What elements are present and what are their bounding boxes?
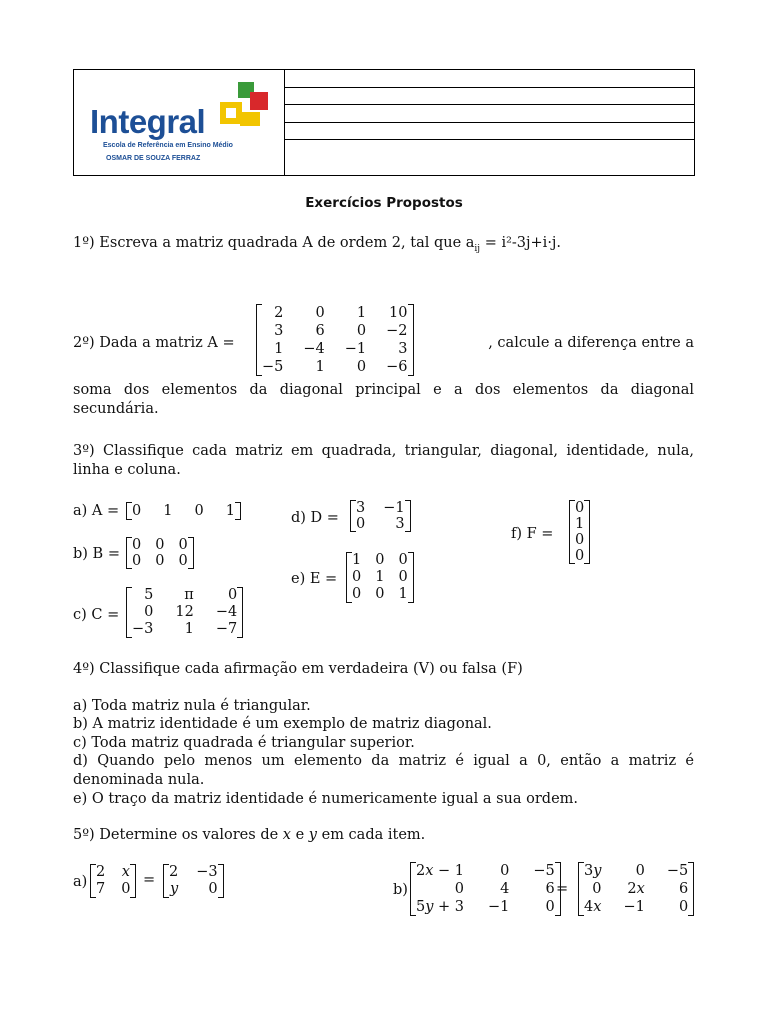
matrix-cell: 5: [144, 587, 154, 603]
matrix-cell: 6: [315, 323, 325, 339]
header-table: [73, 69, 695, 176]
matrix-cell: π: [184, 587, 194, 603]
matrix-cell: 0: [315, 305, 325, 321]
matrix-cell: −4: [215, 604, 238, 620]
matrix-cell: 0: [178, 537, 188, 553]
matrix-cell: 0: [155, 553, 165, 569]
q4-item: c) Toda matriz quadrada é triangular superior.: [73, 735, 415, 751]
header-line: [284, 104, 694, 105]
matrix-cell: −5: [262, 359, 284, 375]
q3-d-label: d) D =: [291, 510, 339, 526]
matrix-cell: 4: [500, 881, 510, 897]
matrix-cell: 0: [132, 553, 142, 569]
matrix-cell: 1: [398, 586, 408, 602]
matrix-cell: −3: [132, 621, 154, 637]
matrix-cell: −2: [386, 323, 408, 339]
matrix-cell: 10: [389, 305, 408, 321]
matrix-cell: 0: [454, 881, 465, 897]
school-name: OSMAR DE SOUZA FERRAZ: [106, 155, 201, 162]
matrix-b: [126, 537, 194, 569]
matrix-cell: 1: [356, 305, 367, 321]
matrix-cell: 0: [356, 516, 366, 532]
matrix-cell: 0: [227, 587, 238, 603]
q3-b-label: b) B =: [73, 546, 120, 562]
q5-b-right-matrix: [578, 862, 694, 916]
matrix-cell: −3: [196, 864, 218, 880]
matrix-cell: 0: [155, 537, 165, 553]
matrix-cell: 0: [592, 881, 602, 897]
matrix-cell: 1: [274, 341, 284, 357]
matrix-cell: 1: [352, 552, 362, 568]
matrix-e: [346, 552, 414, 603]
matrix-cell: 0: [194, 503, 204, 519]
q4-item: d) Quando pelo menos um elemento da matriz é igual a 0, então a matriz é denominada nula.: [73, 753, 694, 788]
matrix-c: [126, 587, 243, 638]
matrix-cell: 1: [225, 503, 235, 519]
q5-a-left-matrix: [90, 864, 136, 898]
matrix-cell: y: [170, 881, 179, 897]
matrix-cell: 1: [163, 503, 173, 519]
matrix-cell: 3: [356, 500, 366, 516]
matrix-cell: 3: [274, 323, 284, 339]
matrix-cell: 0: [121, 881, 131, 897]
q3-a-label: a) A =: [73, 503, 120, 519]
matrix-cell: −1: [488, 899, 510, 915]
header-line: [284, 122, 694, 123]
matrix-cell: 0: [352, 586, 362, 602]
matrix-cell: 0: [144, 604, 154, 620]
matrix-cell: 0: [356, 323, 367, 339]
question-1: [73, 234, 561, 259]
matrix-cell: 0: [678, 899, 689, 915]
matrix-cell: 0: [635, 863, 645, 879]
q1-text: 1º) Escreva a matriz quadrada A de ordem 2, tal que a: [73, 235, 475, 251]
question-5: [73, 826, 425, 845]
matrix-cell: 0: [132, 537, 142, 553]
matrix-cell: 0: [500, 863, 510, 879]
matrix-cell: 3: [398, 341, 408, 357]
matrix-cell: 4x: [584, 899, 602, 915]
matrix-cell: 5y + 3: [416, 899, 465, 915]
q4-item: b) A matriz identidade é um exemplo de matriz diagonal.: [73, 716, 492, 732]
matrix-f: [569, 500, 590, 564]
q2-tail: , calcule a diferença entre a: [488, 335, 694, 351]
q5-a-label: a): [73, 874, 88, 890]
matrix-cell: 0: [356, 359, 367, 375]
matrix-cell: −5: [666, 863, 689, 879]
matrix-cell: −4: [303, 341, 325, 357]
matrix-cell: 0: [575, 532, 585, 548]
equals-sign: =: [556, 881, 569, 897]
q2-lead: 2º) Dada a matriz A =: [73, 335, 235, 351]
q5-text: 5º) Determine os valores de x e y em cada item.: [73, 827, 426, 843]
header-line: [284, 87, 694, 88]
matrix-cell: 6: [545, 881, 555, 897]
matrix-cell: 6: [678, 881, 689, 897]
q5-b-label: b): [393, 882, 408, 898]
q2-continuation: soma dos elementos da diagonal principal e a dos elementos da diagonal secundária.: [73, 382, 694, 417]
matrix-cell: 1: [184, 621, 194, 637]
q3-f-label: f) F =: [511, 526, 554, 542]
matrix-cell: 12: [175, 604, 194, 620]
matrix-cell: 2x: [627, 881, 645, 897]
integral-logo-icon: [214, 80, 274, 140]
matrix-cell: 0: [545, 899, 555, 915]
matrix-cell: 0: [178, 553, 188, 569]
question-3: 3º) Classifique cada matriz em quadrada, triangular, diagonal, identidade, nula, linha e coluna.: [73, 443, 694, 478]
matrix-cell: 2: [169, 864, 179, 880]
matrix-cell: 0: [398, 552, 408, 568]
q3-c-label: c) C =: [73, 607, 120, 623]
matrix-cell: 1: [575, 516, 585, 532]
matrix-cell: −1: [344, 341, 367, 357]
matrix-d: [350, 500, 411, 532]
matrix-cell: 0: [375, 586, 385, 602]
matrix-cell: 0: [132, 503, 142, 519]
page-title: Exercícios Propostos: [305, 195, 463, 211]
q4-item: e) O traço da matriz identidade é numericamente igual a sua ordem.: [73, 791, 579, 807]
header-line: [284, 139, 694, 140]
matrix-cell: 0: [352, 569, 362, 585]
matrix-cell: 0: [398, 569, 408, 585]
matrix-cell: −1: [623, 899, 645, 915]
q3-e-label: e) E =: [291, 571, 338, 587]
logo-word: Integral: [90, 103, 206, 140]
q5-a-right-matrix: [163, 864, 224, 898]
matrix-cell: 3: [395, 516, 405, 532]
matrix-cell: −6: [386, 359, 408, 375]
matrix-a: [126, 502, 241, 520]
matrix-cell: 0: [375, 552, 385, 568]
matrix-cell: 3y: [584, 863, 602, 879]
q2-matrix: [256, 304, 414, 376]
matrix-cell: 2: [274, 305, 284, 321]
matrix-cell: 1: [375, 569, 385, 585]
q1-subscript: ij: [474, 243, 481, 254]
logo-cell: [74, 70, 285, 175]
matrix-cell: x: [121, 864, 130, 880]
matrix-cell: −1: [383, 500, 405, 516]
matrix-cell: 2: [96, 864, 106, 880]
q4-item: a) Toda matriz nula é triangular.: [73, 698, 311, 714]
logo-subtitle: Escola de Referência em Ensino Médio: [103, 142, 233, 149]
matrix-cell: 0: [208, 881, 218, 897]
q5-b-left-matrix: [410, 862, 561, 916]
matrix-cell: 1: [315, 359, 325, 375]
matrix-cell: 0: [575, 500, 585, 516]
matrix-cell: −5: [533, 863, 555, 879]
matrix-cell: −7: [215, 621, 238, 637]
matrix-cell: 2x − 1: [416, 863, 465, 879]
question-4: 4º) Classifique cada afirmação em verdadeira (V) ou falsa (F): [73, 661, 523, 677]
matrix-cell: 0: [575, 548, 585, 564]
q1-rest: = i²-3j+i·j.: [480, 235, 562, 251]
equals-sign: =: [143, 872, 156, 888]
matrix-cell: 7: [96, 881, 106, 897]
